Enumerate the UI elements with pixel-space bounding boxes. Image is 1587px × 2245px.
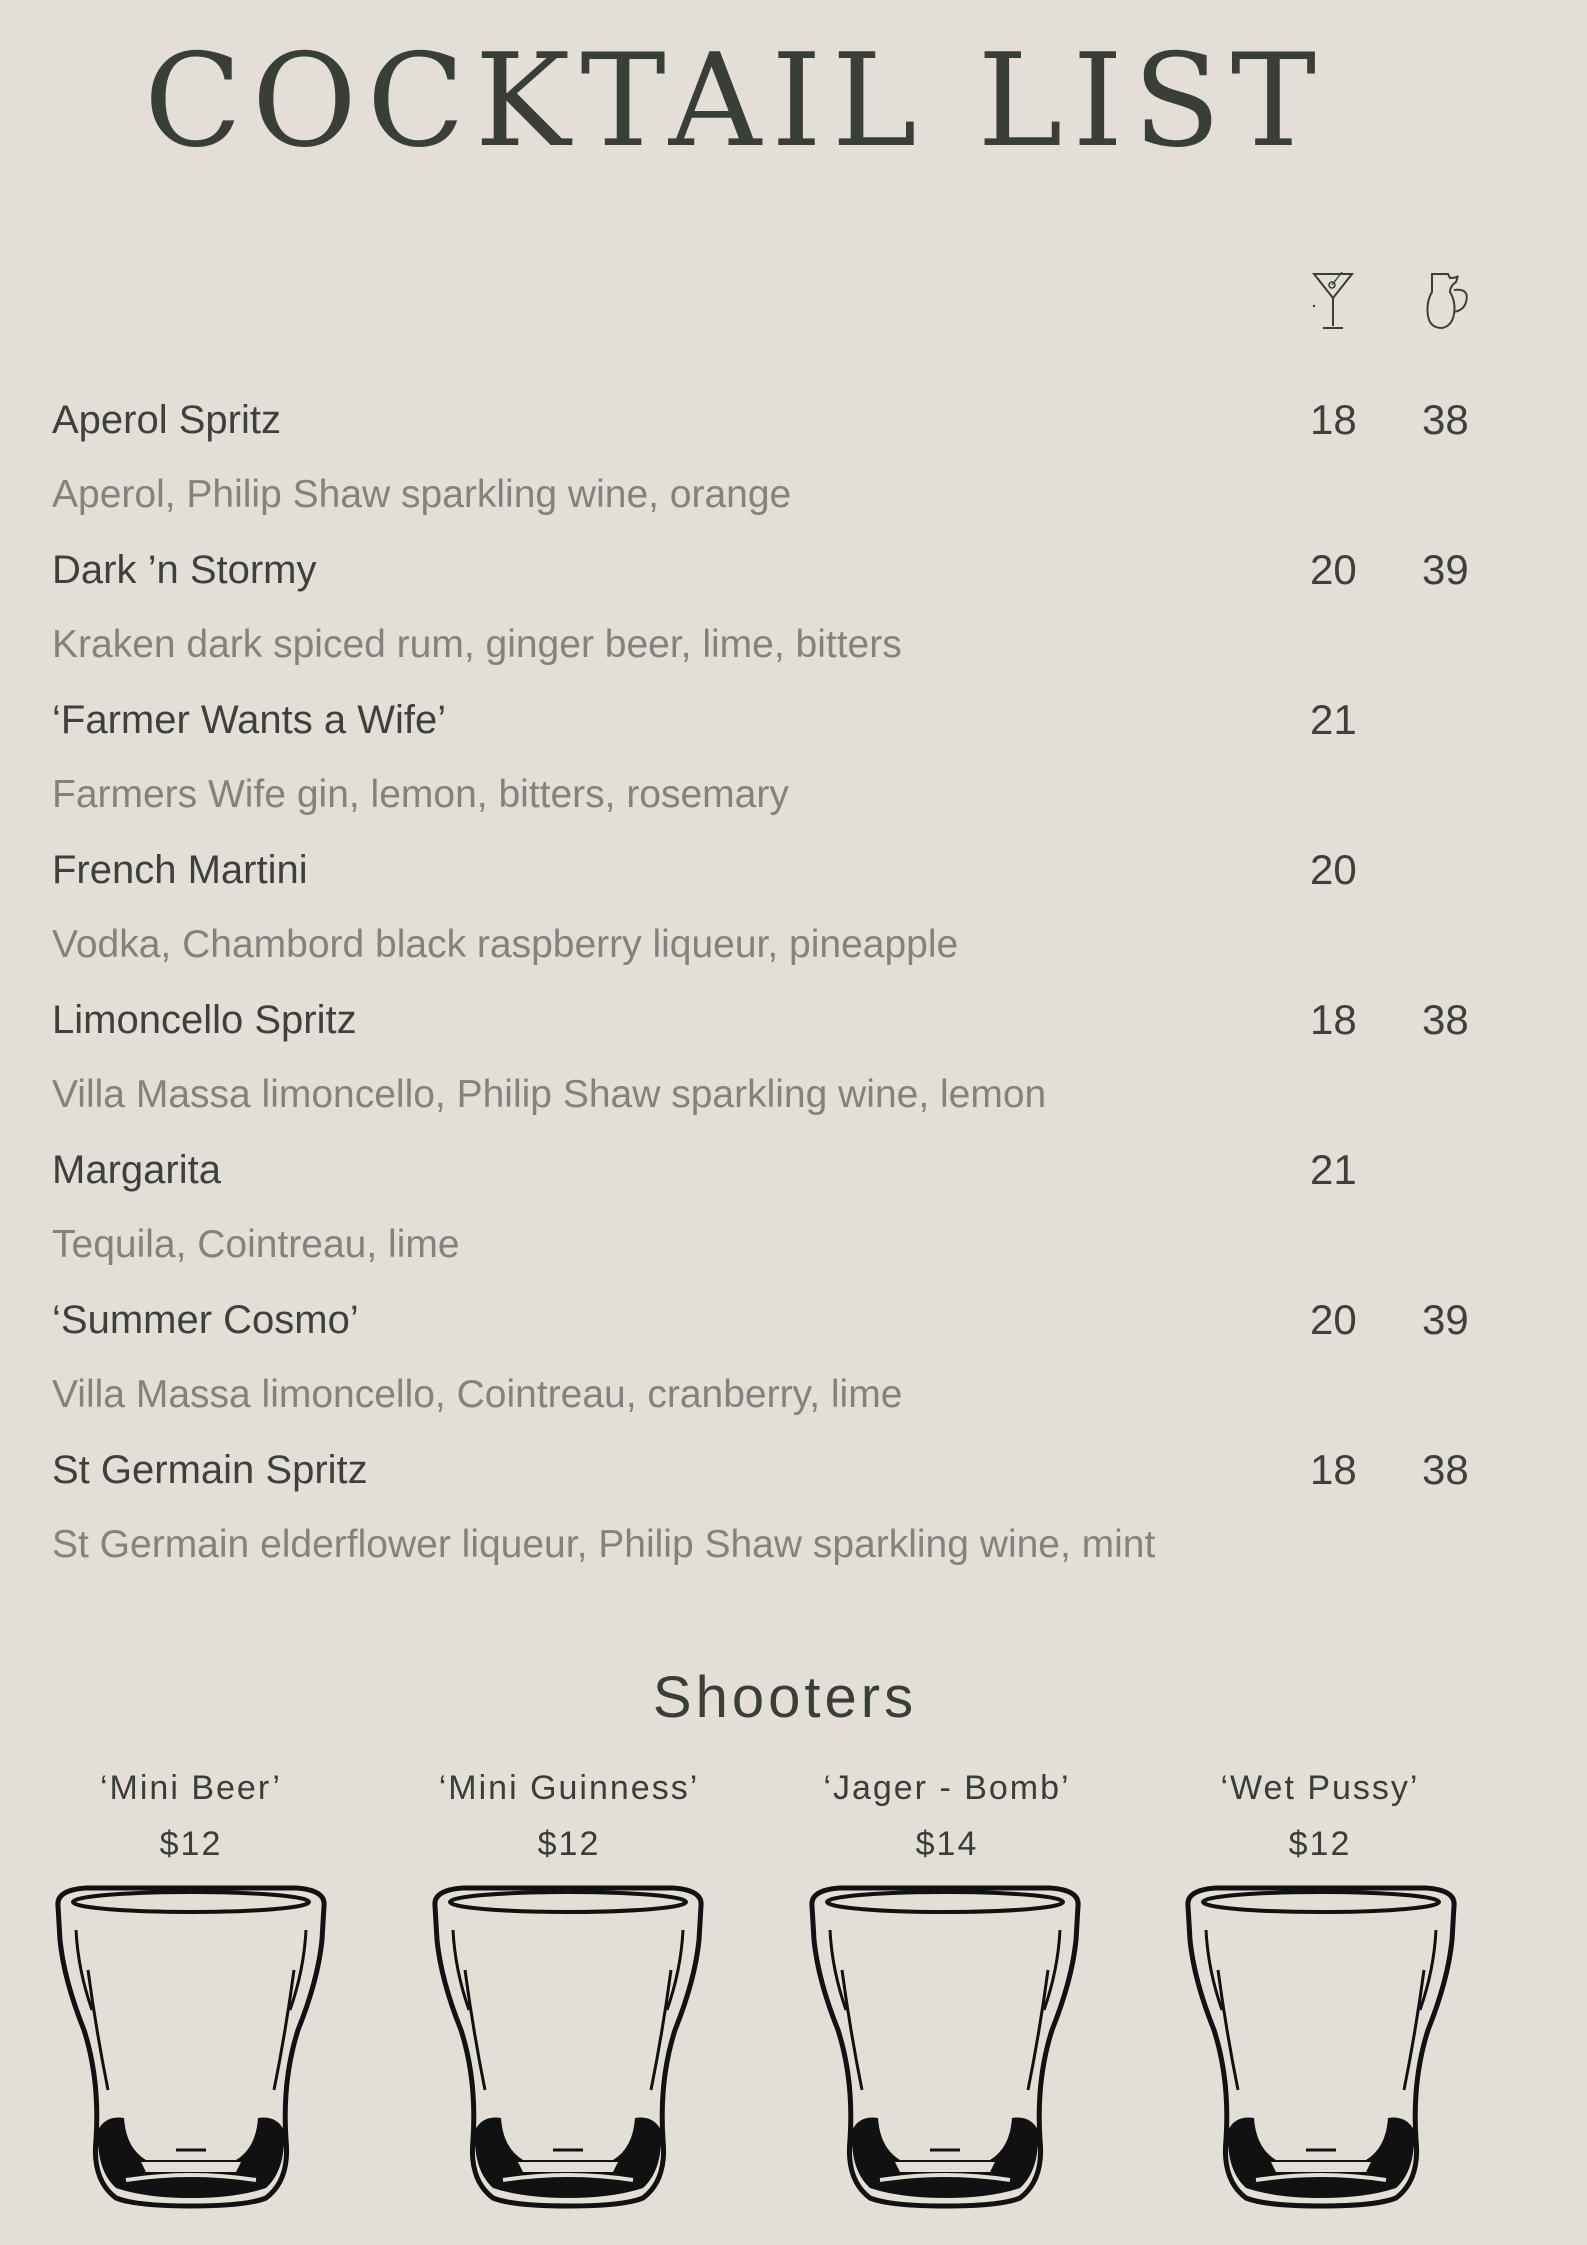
- glass-price: 21: [1310, 696, 1357, 743]
- glass-price: 18: [1310, 1446, 1357, 1493]
- cocktail-description: Vodka, Chambord black raspberry liqueur, pineapple: [52, 923, 959, 966]
- shooter-name: ‘Jager - Bomb’: [823, 1769, 1071, 1807]
- cocktail-name: Aperol Spritz: [52, 398, 281, 442]
- menu-item: [0, 990, 1587, 1116]
- cocktail-description: Kraken dark spiced rum, ginger beer, lime, bitters: [52, 623, 902, 666]
- shooter-item: [797, 1762, 1097, 1870]
- cocktail-name: Margarita: [52, 1148, 221, 1192]
- menu-item: [0, 1290, 1587, 1416]
- shooter-price: $14: [915, 1825, 979, 1863]
- cocktail-description: Tequila, Cointreau, lime: [52, 1223, 460, 1266]
- menu-item: [0, 1140, 1587, 1266]
- jug-price: 39: [1422, 546, 1469, 593]
- shooters-heading: Shooters: [652, 1665, 918, 1730]
- glass-price: 21: [1310, 1146, 1357, 1193]
- cocktail-name: ‘Farmer Wants a Wife’: [52, 698, 447, 742]
- cocktail-name: Limoncello Spritz: [52, 998, 357, 1042]
- glass-price: 20: [1310, 546, 1357, 593]
- menu-item: [0, 840, 1587, 966]
- shooter-name: ‘Mini Guinness’: [438, 1769, 700, 1807]
- shooter-name: ‘Mini Beer’: [100, 1769, 282, 1807]
- jug-price: 39: [1422, 1296, 1469, 1343]
- cocktail-name: Dark ’n Stormy: [52, 548, 317, 592]
- shooter-price: $12: [537, 1825, 601, 1863]
- jug-price: 38: [1422, 1446, 1469, 1493]
- jug-price: 38: [1422, 396, 1469, 443]
- shooter-name: ‘Wet Pussy’: [1220, 1769, 1420, 1807]
- cocktail-description: Aperol, Philip Shaw sparkling wine, orange: [52, 473, 792, 516]
- shooter-item: [1170, 1762, 1470, 1870]
- cocktail-description: Farmers Wife gin, lemon, bitters, rosemary: [52, 773, 789, 816]
- jug-icon: [1418, 268, 1474, 332]
- cocktail-name: St Germain Spritz: [52, 1448, 368, 1492]
- shooter-price: $12: [159, 1825, 223, 1863]
- menu-item: [0, 540, 1587, 666]
- shooter-item: [419, 1762, 719, 1870]
- jug-price: 38: [1422, 996, 1469, 1043]
- cocktail-description: Villa Massa limoncello, Cointreau, cranberry, lime: [52, 1373, 903, 1416]
- shot-glass-icon: [1176, 1880, 1466, 2210]
- glass-price: 18: [1310, 396, 1357, 443]
- cocktail-name: ‘Summer Cosmo’: [52, 1298, 359, 1342]
- glass-price: 18: [1310, 996, 1357, 1043]
- menu-item: [0, 1440, 1587, 1566]
- shot-glass-icon: [46, 1880, 336, 2210]
- page-title: COCKTAIL LIST: [143, 27, 1327, 176]
- cocktail-description: St Germain elderflower liqueur, Philip Shaw sparkling wine, mint: [52, 1523, 1156, 1566]
- menu-item: [0, 390, 1587, 516]
- martini-glass-icon: [1308, 268, 1358, 332]
- shot-glass-icon: [423, 1880, 713, 2210]
- shot-glass-icon: [800, 1880, 1090, 2210]
- menu-item: [0, 690, 1587, 816]
- cocktail-description: Villa Massa limoncello, Philip Shaw sparkling wine, lemon: [52, 1073, 1047, 1116]
- glass-price: 20: [1310, 1296, 1357, 1343]
- cocktail-name: French Martini: [52, 848, 308, 892]
- glass-price: 20: [1310, 846, 1357, 893]
- shooter-item: [41, 1762, 341, 1870]
- shooter-price: $12: [1288, 1825, 1352, 1863]
